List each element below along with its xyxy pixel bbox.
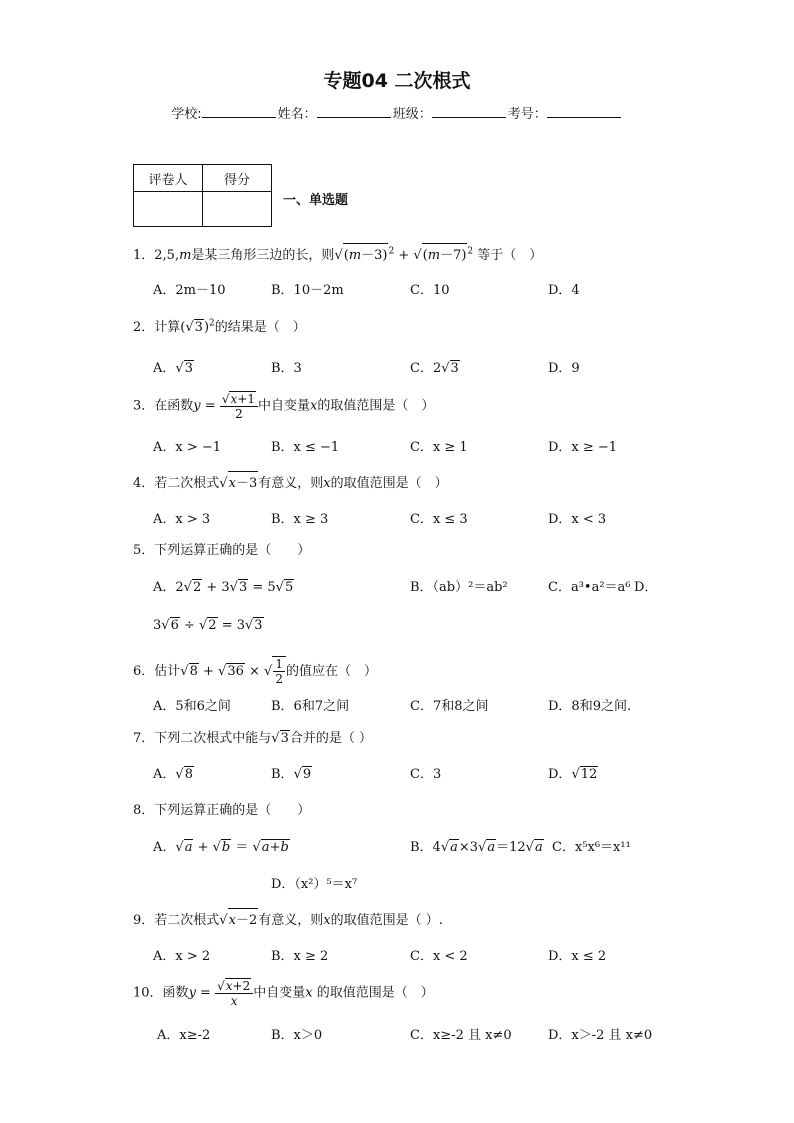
grader-header: 评卷人 (134, 165, 203, 192)
q1-option-a: A．2m－10 (153, 283, 226, 298)
page-title: 专题04 二次根式 (323, 70, 471, 92)
question-text: 合并的是（ ） (289, 731, 373, 746)
class-label: 班级： (392, 107, 432, 122)
question-5 (133, 539, 310, 558)
question-text: 2,5, (154, 248, 180, 263)
q4-option-d: D．x < 3 (548, 512, 607, 527)
question-number: 6． (133, 664, 155, 679)
option-label: A． (153, 840, 176, 855)
question-9: 9．若二次根式√x－2有意义，则x的取值范围是（ ）. (133, 908, 443, 928)
q9-option-c: C．x < 2 (410, 949, 468, 964)
question-3: 3．在函数y = $\frac{√x+1}{2}$ 中自变量x的取值范围是（ ） (133, 392, 435, 421)
question-number: 5． (133, 543, 155, 558)
q3-option-d: D．x ≥ −1 (548, 440, 618, 455)
question-4: 4．若二次根式√x－3有意义，则x的取值范围是（ ） (133, 471, 448, 491)
score-header: 得分 (203, 165, 272, 192)
question-text: 估计 (154, 664, 181, 679)
question-text: 下列二次根式中能与 (154, 731, 272, 746)
question-6: 6．估计√8 + √36 × √ $\frac{1}{2}$ 的值应在（ ） (133, 657, 377, 686)
question-number: 7． (133, 731, 155, 746)
q4-option-b: B．x ≥ 3 (271, 512, 329, 527)
q1-option-d: D．4 (548, 283, 580, 298)
option-label: A． (153, 580, 176, 595)
q7-option-a: A．√8 (153, 767, 193, 782)
question-number: 10． (133, 985, 163, 1001)
q9-option-a: A．x > 2 (153, 949, 211, 964)
question-number: 3． (133, 398, 155, 414)
q10-option-b: B．x＞0 (271, 1028, 323, 1043)
q5-option-c: C．a³•a²＝a⁶ (548, 580, 631, 595)
question-text: 若二次根式 (154, 476, 220, 491)
question-text: 的取值范围是（ ）. (330, 913, 443, 928)
q6-option-c: C．7和8之间 (410, 699, 489, 714)
question-text: 的取值范围是（ ） (317, 398, 435, 414)
option-label: C．2 (410, 361, 442, 376)
q10-option-a: A．x≥-2 (157, 1028, 211, 1043)
q3-option-a: A．x > −1 (153, 440, 222, 455)
score-cell (203, 192, 272, 227)
option-label: B．4 (410, 840, 441, 855)
question-text: 的取值范围是（ ） (330, 476, 448, 491)
q6-option-a: A．5和6之间 (153, 699, 231, 714)
q4-option-a: A．x > 3 (153, 512, 211, 527)
q6-option-b: B．6和7之间 (271, 699, 350, 714)
q6-option-d: D．8和9之间. (548, 699, 632, 714)
q2-option-a: A．√3 (153, 361, 193, 376)
q10-option-c: C．x≥-2 且 x≠0 (410, 1028, 512, 1043)
name-label: 姓名： (277, 107, 317, 122)
question-text: 下列运算正确的是（ ） (154, 803, 311, 818)
class-blank (432, 105, 506, 118)
school-blank (202, 105, 276, 118)
question-text: 下列运算正确的是（ ） (154, 543, 311, 558)
question-text: 有意义，则 (258, 476, 324, 491)
q5-option-b: B．（ab）²＝ab² (410, 580, 508, 595)
q5-option-d-expr: 3√6 ÷ √2 = 3√3 (153, 618, 263, 633)
q1-option-b: B．10－2m (271, 283, 344, 298)
question-text: 函数 (162, 985, 189, 1001)
option-label: A． (153, 361, 176, 376)
q8-option-a: A．√a + √b ＝ √a+b (153, 840, 289, 855)
question-text: 是某三角形三边的长，则 (191, 248, 335, 263)
question-number: 8． (133, 803, 155, 818)
question-text: 中自变量 (253, 985, 306, 1001)
option-label: A． (153, 767, 176, 782)
question-7: 7．下列二次根式中能与√3合并的是（ ） (133, 731, 373, 746)
question-8 (133, 799, 310, 818)
q5-option-d-label: D． (634, 580, 658, 595)
name-blank (317, 105, 391, 118)
question-text: 计算 (154, 320, 181, 335)
question-text: 等于（ ） (477, 248, 543, 263)
question-number: 9． (133, 913, 155, 928)
q7-option-b: B．√9 (271, 767, 312, 782)
q9-option-d: D．x ≤ 2 (548, 949, 607, 964)
score-table (133, 164, 272, 227)
question-text: 在函数 (154, 398, 194, 414)
question-text: 有意义，则 (258, 913, 324, 928)
q1-option-c: C．10 (410, 283, 450, 298)
question-1: 1．2,5,m是某三角形三边的长，则$√(m-3)^2 + √(m-7)^2$ 等于（ ） (133, 243, 542, 263)
grader-cell (134, 192, 203, 227)
option-label: B． (271, 767, 294, 782)
number-blank (547, 105, 621, 118)
question-number: 1． (133, 248, 155, 263)
question-2: 2．计算$(√3)^2$的结果是（ ） (133, 318, 306, 335)
q8-option-c: C．x⁵x⁶＝x¹¹ (552, 840, 631, 855)
number-label: 考号： (507, 107, 547, 122)
question-10: 10．函数y = $\frac{√x+2}{x}$ 中自变量x 的取值范围是（ ） (133, 979, 434, 1008)
school-label: 学校: (171, 107, 202, 122)
question-text: 的值应在（ ） (285, 664, 377, 679)
q2-option-b: B．3 (271, 361, 302, 376)
student-info-line (0, 103, 794, 122)
question-number: 4． (133, 476, 155, 491)
q3-option-c: C．x ≥ 1 (410, 440, 468, 455)
q8-option-b: B．4√a×3√a＝12√a (410, 840, 543, 855)
question-text: 的取值范围是（ ） (316, 985, 434, 1001)
q9-option-b: B．x ≥ 2 (271, 949, 329, 964)
question-number: 2． (133, 320, 155, 335)
q4-option-c: C．x ≤ 3 (410, 512, 468, 527)
question-text: 若二次根式 (154, 913, 220, 928)
q7-option-c: C．3 (410, 767, 442, 782)
q10-option-d: D．x＞-2 且 x≠0 (548, 1028, 653, 1043)
q8-option-d: D．（x²）⁵＝x⁷ (271, 877, 358, 892)
option-label: D． (548, 767, 572, 782)
q2-option-c: C．2√3 (410, 361, 459, 376)
question-text: 中自变量 (257, 398, 310, 414)
q3-option-b: B．x ≤ −1 (271, 440, 340, 455)
q5-option-a: A．2√2 + 3√3 = 5√5 (153, 580, 294, 595)
q2-option-d: D．9 (548, 361, 580, 376)
q7-option-d: D．√12 (548, 767, 598, 782)
section-heading: 一、单选题 (283, 193, 349, 208)
question-text: 的结果是（ ） (214, 320, 306, 335)
